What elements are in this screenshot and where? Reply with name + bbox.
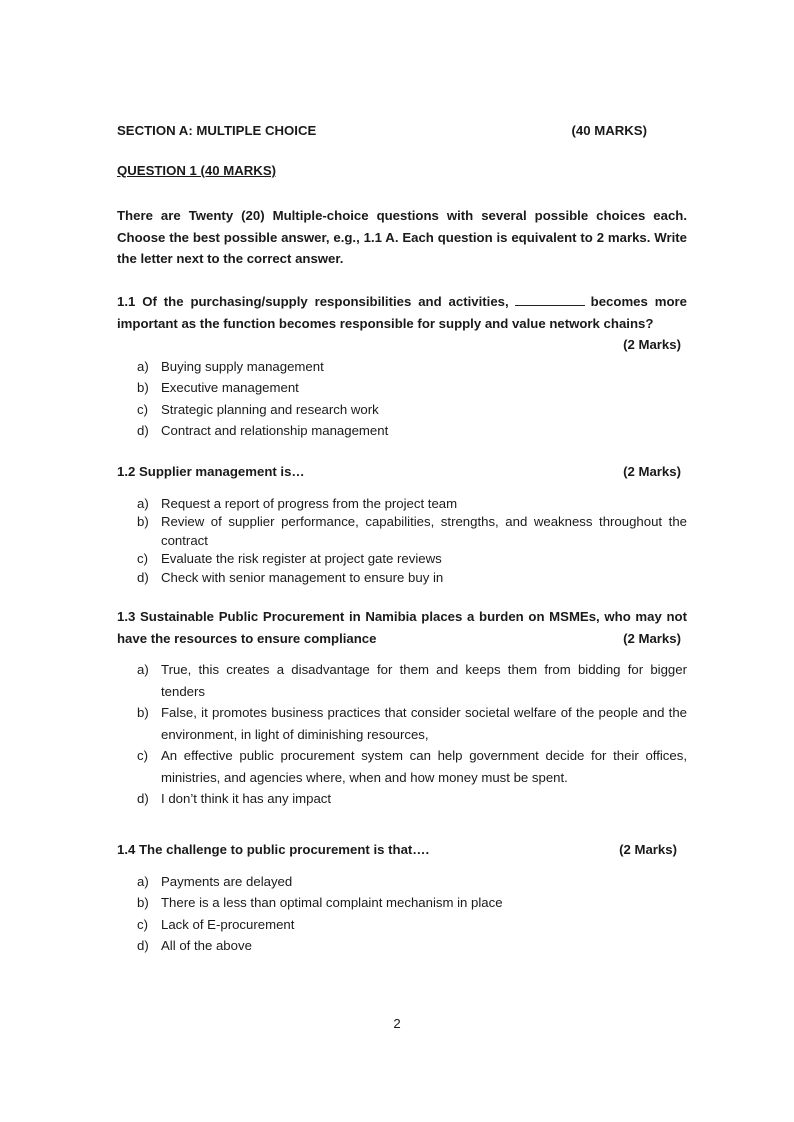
- option: a) True, this creates a disadvantage for them and keeps them from bidding for bigger tenders: [137, 662, 687, 699]
- option: a) Payments are delayed: [137, 873, 293, 889]
- question-1-1: [117, 291, 687, 442]
- option: b) Executive management: [137, 380, 299, 395]
- section-header: [117, 120, 647, 142]
- option: a) Buying supply management: [137, 358, 324, 374]
- question-1-2: [117, 461, 687, 587]
- option: a) Request a report of progress from the project team: [137, 495, 458, 511]
- section-title: SECTION A: MULTIPLE CHOICE: [117, 123, 317, 138]
- question-stem: 1.3 Sustainable Public Procurement in Namibia places a burden on MSMEs, who may not have the resources to ensure compliance (2 Marks): [117, 606, 687, 649]
- section-marks: (40 MARKS): [571, 123, 647, 138]
- instructions: There are Twenty (20) Multiple-choice questions with several possible choices each. Choose the best possible answer, e.g., 1.1 A. Each question is equivalent to 2 marks. Write the letter next to the correct answer.: [117, 208, 687, 266]
- question-stem: 1.2 Supplier management is… (2 Marks): [117, 464, 681, 479]
- option: c) Strategic planning and research work: [137, 401, 379, 417]
- question-1-4: [117, 839, 687, 957]
- page-number: 2: [393, 1016, 401, 1031]
- question-stem: 1.1 Of the purchasing/supply responsibilities and activities, becomes more important as the function becomes responsible for supply and value network chains?: [117, 294, 687, 331]
- option: d) I don’t think it has any impact: [137, 791, 332, 806]
- option: c) Evaluate the risk register at project gate reviews: [137, 551, 442, 566]
- option: c) Lack of E-procurement: [137, 916, 295, 932]
- question-marks: (2 Marks): [623, 630, 681, 646]
- option: d) Contract and relationship management: [137, 423, 389, 438]
- question-stem: 1.4 The challenge to public procurement is that…. (2 Marks): [117, 842, 677, 857]
- question-1-3: [117, 606, 687, 810]
- question-heading: QUESTION 1 (40 MARKS): [117, 163, 277, 178]
- option: b) There is a less than optimal complaint mechanism in place: [137, 895, 503, 910]
- option: d) Check with senior management to ensure buy in: [137, 569, 444, 585]
- answer-blank: [515, 294, 585, 306]
- option: b) Review of supplier performance, capabilities, strengths, and weakness throughout the contract: [137, 514, 687, 548]
- option: d) All of the above: [137, 938, 252, 953]
- option: b) False, it promotes business practices that consider societal welfare of the people and the environment, in light of diminishing resources,: [137, 705, 687, 742]
- question-marks: (2 Marks): [623, 337, 681, 352]
- option: c) An effective public procurement system can help government decide for their offices, ministries, and agencies where, when and how money must be spent.: [137, 748, 687, 785]
